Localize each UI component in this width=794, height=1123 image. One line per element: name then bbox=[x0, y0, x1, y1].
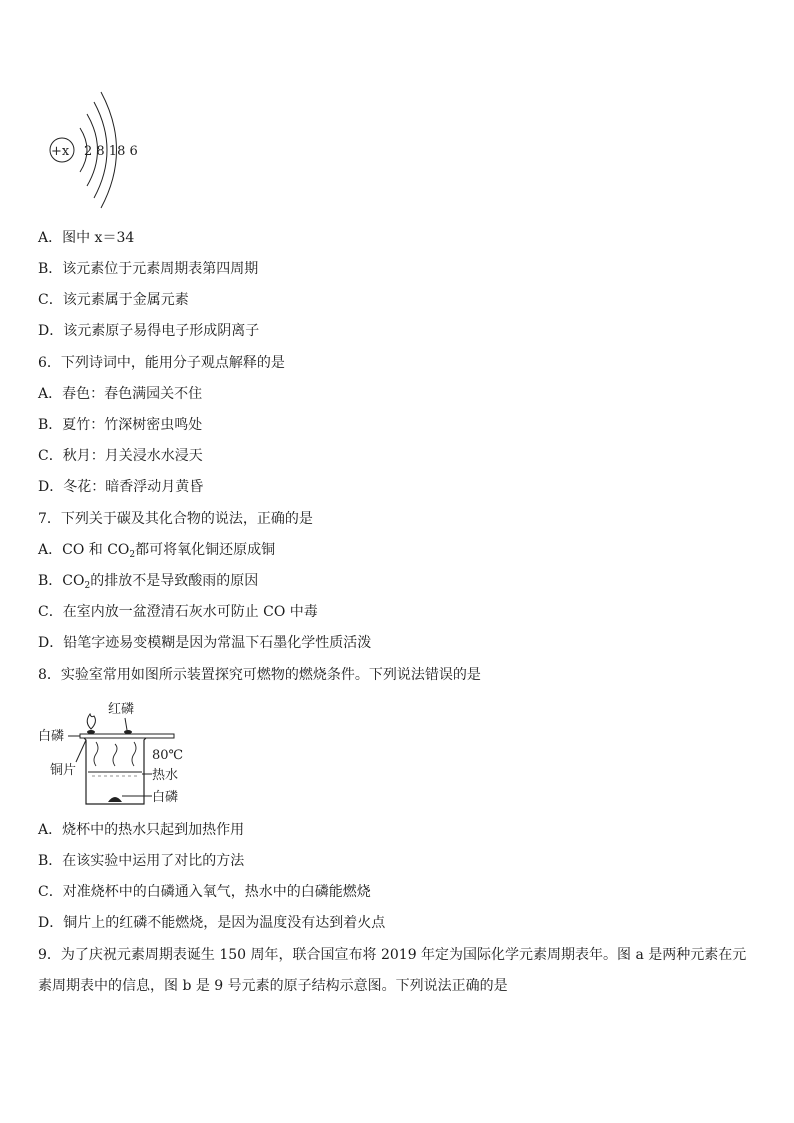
q6-option-b: B．夏竹：竹深树密虫鸣处 bbox=[38, 417, 203, 433]
red-phosphorus-on-plate bbox=[124, 730, 132, 734]
nucleus-label: +x bbox=[51, 144, 70, 159]
copper-plate bbox=[80, 734, 174, 738]
flame-icon bbox=[87, 714, 95, 729]
leader-copper-plate bbox=[76, 740, 86, 762]
shell-electron-counts: 2 8 18 6 bbox=[84, 144, 138, 159]
q6-option-d: D．冬花：暗香浮动月黄昏 bbox=[38, 479, 204, 495]
q6-option-c: C．秋月：月关浸水水浸天 bbox=[38, 448, 203, 464]
q7-stem: 7．下列关于碳及其化合物的说法，正确的是 bbox=[38, 511, 313, 527]
beaker bbox=[84, 738, 146, 804]
q9-stem: 9．为了庆祝元素周期表诞生 150 周年，联合国宣布将 2019 年定为国际化学元素周期表年。图 a 是两种元素在元素周期表中的信息，图 b 是 9 号元素的原子结构示意图。下列说法正确的是 bbox=[38, 947, 747, 994]
q7-option-a: A．CO 和 $CO_2$都可将氧化铜还原成铜 bbox=[38, 542, 276, 560]
leader-red-p bbox=[125, 718, 127, 730]
label-white-phosphorus-top: 白磷 bbox=[38, 729, 65, 744]
q8-option-d: D．铜片上的红磷不能燃烧，是因为温度没有达到着火点 bbox=[38, 915, 386, 931]
atom-structure-diagram bbox=[44, 88, 144, 212]
steam-wisp-1 bbox=[94, 742, 98, 766]
q8-option-a: A．烧杯中的热水只起到加热作用 bbox=[38, 822, 245, 838]
label-white-phosphorus-bottom: 白磷 bbox=[152, 790, 179, 805]
q8-option-b: B．在该实验中运用了对比的方法 bbox=[38, 853, 245, 869]
q5-option-c: C．该元素属于金属元素 bbox=[38, 292, 189, 308]
q7-option-d: D．铅笔字迹易变模糊是因为常温下石墨化学性质活泼 bbox=[38, 635, 372, 651]
white-phosphorus-on-plate bbox=[87, 730, 95, 734]
white-phosphorus-in-water bbox=[108, 797, 122, 802]
q5-option-b: B．该元素位于元素周期表第四周期 bbox=[38, 261, 259, 277]
q5-option-a: A．图中 x＝34 bbox=[38, 230, 135, 246]
combustion-apparatus-figure bbox=[36, 696, 196, 810]
q6-stem: 6．下列诗词中，能用分子观点解释的是 bbox=[38, 355, 285, 371]
q6-option-a: A．春色：春色满园关不住 bbox=[38, 386, 203, 402]
label-red-phosphorus: 红磷 bbox=[108, 702, 135, 717]
q5-option-d: D．该元素原子易得电子形成阴离子 bbox=[38, 323, 260, 339]
steam-wisp-3 bbox=[132, 742, 136, 766]
q7-option-c: C．在室内放一盆澄清石灰水可防止 CO 中毒 bbox=[38, 604, 318, 620]
label-temperature: 80℃ bbox=[152, 748, 184, 763]
q7-option-b: B．$CO_2$的排放不是导致酸雨的原因 bbox=[38, 573, 259, 591]
q8-option-c: C．对准烧杯中的白磷通入氧气，热水中的白磷能燃烧 bbox=[38, 884, 371, 900]
label-hot-water: 热水 bbox=[152, 768, 179, 783]
steam-wisp-2 bbox=[113, 744, 117, 766]
q8-stem: 8．实验室常用如图所示装置探究可燃物的燃烧条件。下列说法错误的是 bbox=[38, 667, 481, 683]
label-copper-plate: 铜片 bbox=[50, 763, 77, 778]
